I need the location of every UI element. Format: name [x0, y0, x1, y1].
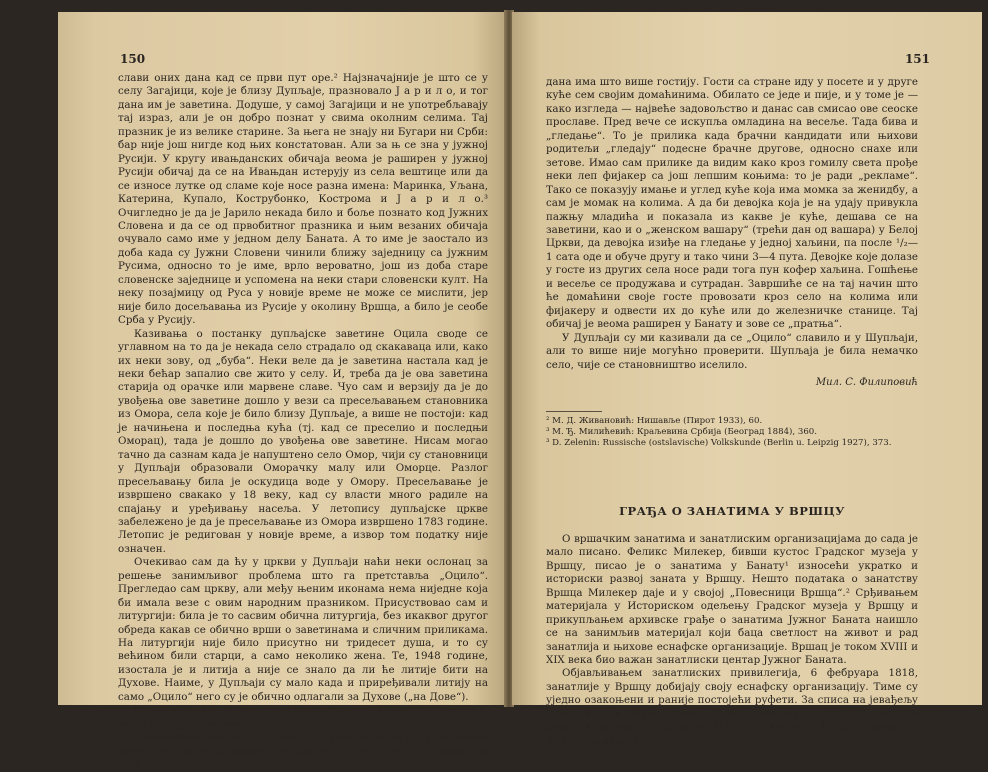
paragraph: Казивања о постанку дупљајске заветине Оцила своде се углавном на то да је некада село страдало од скакаваца или, како их неки зову, од „буба“. Неки веле да је заветина настала кад је неки бећар запалио све жито у селу. И, треба да је ова заветина старија од орачке или марвене славе. Чуо сам и верзију да је до увођења ове заветине дошло у вези са пресељавањем становника из Омора, села које је било близу Дупљаје, а више не постоји: кад је начињена и последња кућа (тј. кад се преселио и последњи Оморац), тада је дошло до увођења ове заветине. Нисам могао тачно да сазнам када је напуштено село Омор, чији су становници у Дупљаји образовали Оморачку малу или Оморце. Разлог пресељавању била је оскудица воде у Омору. Пресељавање је извршено свакако у 18 веку, кад су власти много радиле на спајању и уређивању насеља. У летопису дупљајске цркве забележено је да је пресељавање из Омора извршено 1783 године. Летопис је редигован у новије време, а извор том податку није означен.	[118, 327, 488, 555]
paragraph: У Дупљаји су ми казивали да се „Оцило“ славило и у Шупљаји, али то више није могућно проверити. Шупљаја је била немачко село, чије се становништво иселило.	[546, 331, 918, 371]
left-page	[58, 12, 508, 771]
page-body	[118, 72, 488, 772]
page-body	[546, 76, 918, 748]
paragraph: Објављивањем занатлиских привилегија, 6 фебруара 1818, занатлије у Вршцу добијају своју еснафску организацију. Тиме су уједно озакоњени и раније постојећи руфети. За списа на јевађељу Успенске тзв. Мале цркве у Вршцу видимо да је 1772 постојао руфет казанџија и калајџија.³ Нешто касније, 1776, помиње се руфет чизмара. На	[546, 667, 918, 747]
right-page	[512, 12, 982, 747]
paragraph: О вршачким занатима и занатлиским организацијама до сада је мало писано. Феликс Милекер, бивши кустос Градског музеја у Вршцу, писао је о занатима у Банату¹ износећи укратко и историски развој заната у Вршцу. Нешто података о занатству Вршца Милекер даје и у својој „Повесници Вршца“.² Срђивањем материјала у Историском одељењу Градског музеја у Вршцу и прикупљањем архивске грађе о занатима Јужног Баната наишло се на занимљив материјал који баца светлост на живот и рад занатлија и њихове еснафске организације. Вршац је током XVIII и XIX века био важан занатлиски центар Јужног Баната.	[546, 532, 918, 666]
paragraph: Празновање заветине „Оцила“ у Дупљаји свело се, у најновије време, на гошћење домаће чељади и гостију. Свако се радује да тога	[118, 731, 488, 771]
footnote: ³ М. Ђ. Милићевић: Краљевина Србија (Београд 1884), 360.	[546, 427, 817, 438]
page-number: 150	[120, 52, 146, 66]
author-signature: Мил. С. Филиповић	[815, 376, 918, 388]
footnote: ³ D. Zelenin: Russische (ostslavische) Volkskunde (Berlin u. Leipzig 1927), 373.	[546, 438, 892, 449]
footnote: ² М. Д. Живановић: Нишавље (Пирот 1933), 60.	[546, 416, 763, 427]
footnote-rule	[546, 411, 602, 412]
paragraph: Очекивао сам да ћу у цркви у Дупљаји наћи неки ослонац за решење занимљивог проблема што га претставља „Оцило“. Прегледао сам цркву, али међу њеним иконама нема ниједне која би имала везе с овим народним празником. Присуствовао сам и литургији: била је то сасвим обична литургија, без икаквог другог обреда какав се обично врши о заветинама и сличним приликама. На литургији није било присутно ни тридесет душа, и то су већином били старци, а само неколико жена. Те, 1948 године, изостала је и литија а није се знало да ли ће литије бити на Духове. Наиме, у Дупљаји су мало када и приређивали литију на само „Оцило“ него су је обично одлагали за Духове („на Дове“).	[118, 556, 488, 703]
section-title: ГРАЂА О ЗАНАТИМА У ВРШЦУ	[619, 504, 845, 519]
paragraph: слави оних дана кад се први пут оре.² Најзначајније је што се у селу Загајици, које је близу Дупљаје, празновало Ј а р и л о, и тог дана им је заветина. Додуше, у самој Загајици и не употребљавају тај израз, али је он добро познат у свима околним селима. Тај празник је из велике старине. За њега не знају ни Бугари ни Срби: бар није још нигде код њих констатован. Али за њ се зна у јужној Русији. У кругу ивањданских обичаја веома је раширен у јужној Русији обичај да се на Ивањдан истерују из села вештице или да се износе лутке од сламе које носе разна имена: Маринка, Уљана, Катерина, Купало, Кострубонко, Кострома и Ј а р и л о.³ Очигледно је да је Јарило некада било и боље познато код Јужних Словена и да се од првобитног празника и њим везаних обичаја очувало само име у једном делу Баната. А то име је заостало из доба када су Јужни Словени чинили ближу заједницу са јужним Русима, односно то је име, врло вероватно, још из доба старе словенске заједнице и успомена на неки стари словенски култ. На неку позајмицу од Руса у новије време не може се мислити, јер није било досељавања из Русије у околину Вршца, а било је сеобе Срба у Русију.	[118, 72, 488, 327]
paragraph: дана има што више гостију. Гости са стране иду у посете и у друге куће сем својим домаћинима. Обилато се једе и пије, и у томе је — како изгледа — највеће задовољство и данас сав смисао ове сеоске прославе. Пред вече се искупља омладина на весеље. Тада бива и „гледање“. То је прилика када брачни кандидати или њихови родитељи „гледају“ подесне брачне другове, односно снахе или зетове. Имао сам прилике да видим како кроз гомилу света прође неки леп фијакер са још лепшим коњима: то је ради „рекламе“. Тако се показују имање и углед куће која има момка за женидбу, а сам је момак на колима. А да би девојка која је на удају привукла пажњу младића и показала из какве је куће, дешава се на заветини, као и о „женском вашару“ (трећи дан од вашара) у Белој Цркви, да девојка изиђе на гледање у једној хаљини, па после ¹/₂—1 сата оде и обуче другу и тако чини 3—4 пута. Девојке које долазе у госте из других села носе ради тога пун кофер хаљина. Гошћење и весеље се продужава и сутрадан. Завршиће се на тај начин што ће домаћини своје госте провозати кроз село на колима или фијакеру и одвести их до куће или до железничке станице. Тај обичај је веома раширен у Банату и зове се „пратња“.	[546, 76, 918, 331]
page-number: 151	[904, 52, 930, 66]
paragraph: Са литијом, кад се носи, иде се до „записа“ у пољу, на најлепше жито и у најлепше винограде.	[118, 704, 488, 730]
